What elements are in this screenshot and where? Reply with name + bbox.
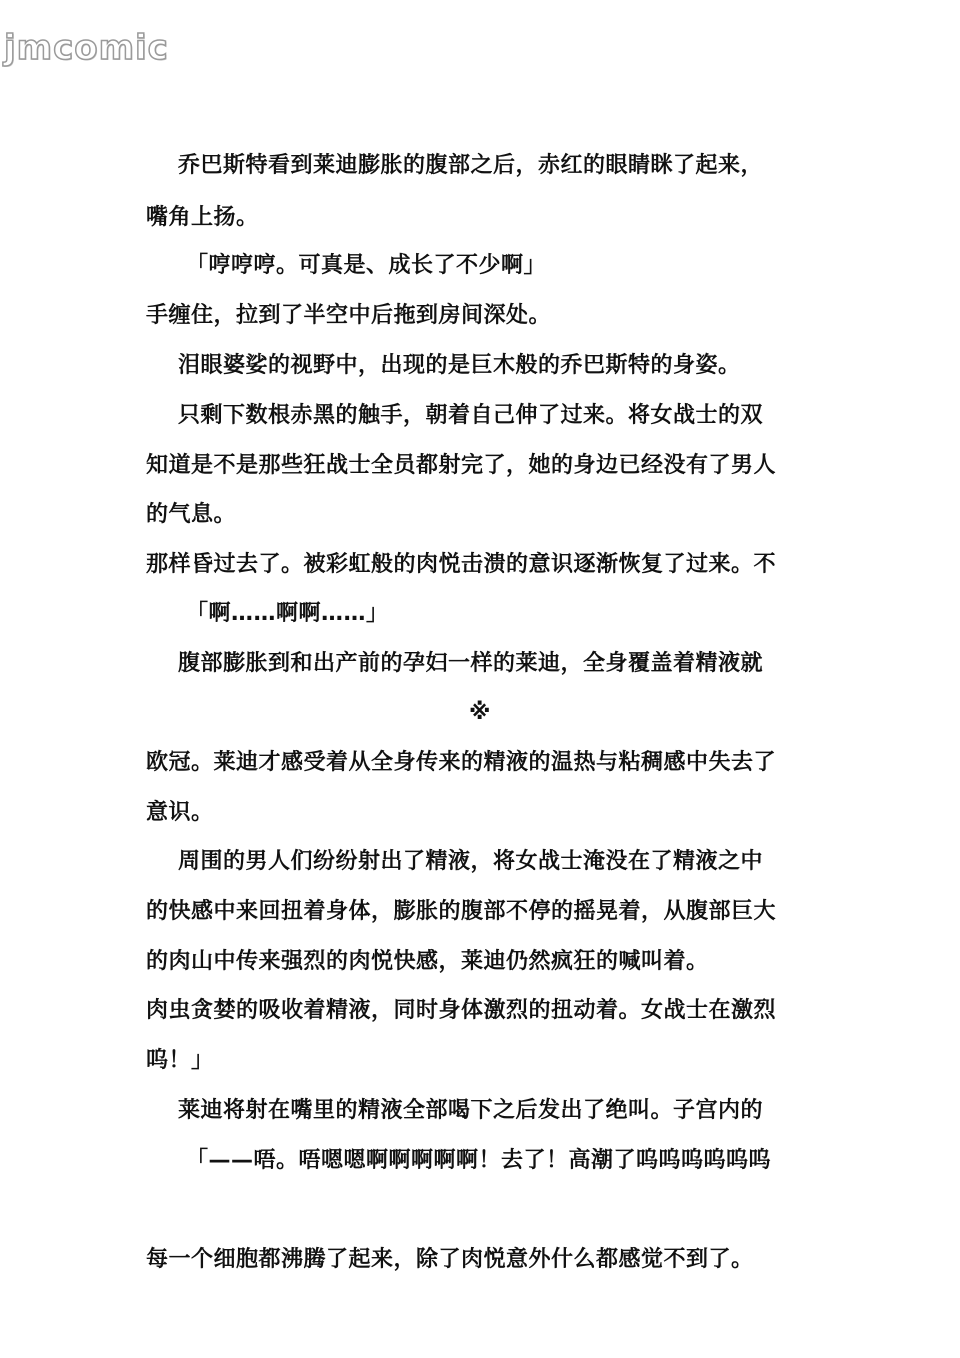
text-line: 肉虫贪婪的吸收着精液，同时身体激烈的扭动着。女战士在激烈 (146, 998, 777, 1023)
text-line-fragment (146, 1195, 826, 1210)
section-separator: ※ (469, 700, 491, 725)
text-line: 只剩下数根赤黑的触手，朝着自己伸了过来。将女战士的双 (178, 403, 764, 428)
text-line: 手缠住，拉到了半空中后拖到房间深处。 (146, 303, 552, 328)
text-line: 周围的男人们纷纷射出了精液，将女战士淹没在了精液之中 (178, 849, 764, 874)
text-line: 意识。 (146, 800, 214, 825)
text-line: 乔巴斯特看到莱迪膨胀的腹部之后，赤红的眼睛眯了起来， (178, 153, 764, 178)
text-line: 欧冠。莱迪才感受着从全身传来的精液的温热与粘稠感中失去了 (146, 750, 777, 775)
text-line: 呜！」 (146, 1048, 214, 1073)
text-line: 的气息。 (146, 502, 237, 527)
text-line: 莱迪将射在嘴里的精液全部喝下之后发出了绝叫。子宫内的 (178, 1098, 764, 1123)
text-line: 的肉山中传来强烈的肉悦快感，莱迪仍然疯狂的喊叫着。 (146, 949, 709, 974)
text-line: 那样昏过去了。被彩虹般的肉悦击溃的意识逐渐恢复了过来。不 (146, 552, 777, 577)
text-line: 知道是不是那些狂战士全员都射完了，她的身边已经没有了男人 (146, 453, 777, 478)
text-line: 嘴角上扬。 (146, 205, 259, 230)
text-line: 的快感中来回扭着身体，膨胀的腹部不停的摇晃着，从腹部巨大 (146, 899, 777, 924)
text-line: 泪眼婆娑的视野中，出现的是巨木般的乔巴斯特的身姿。 (178, 353, 741, 378)
watermark-logo: jmcomic (4, 28, 169, 68)
text-line: 「啊……啊啊……」 (186, 601, 389, 626)
text-line: 每一个细胞都沸腾了起来，除了肉悦意外什么都感觉不到了。 (146, 1247, 754, 1272)
text-line-fragment-top (146, 56, 826, 71)
text-line: 「哼哼哼。可真是、成长了不少啊」 (186, 253, 547, 278)
text-line: 「——唔。唔嗯嗯啊啊啊啊啊！去了！高潮了呜呜呜呜呜呜 (186, 1148, 772, 1173)
text-line: 腹部膨胀到和出产前的孕妇一样的莱迪，全身覆盖着精液就 (178, 651, 764, 676)
